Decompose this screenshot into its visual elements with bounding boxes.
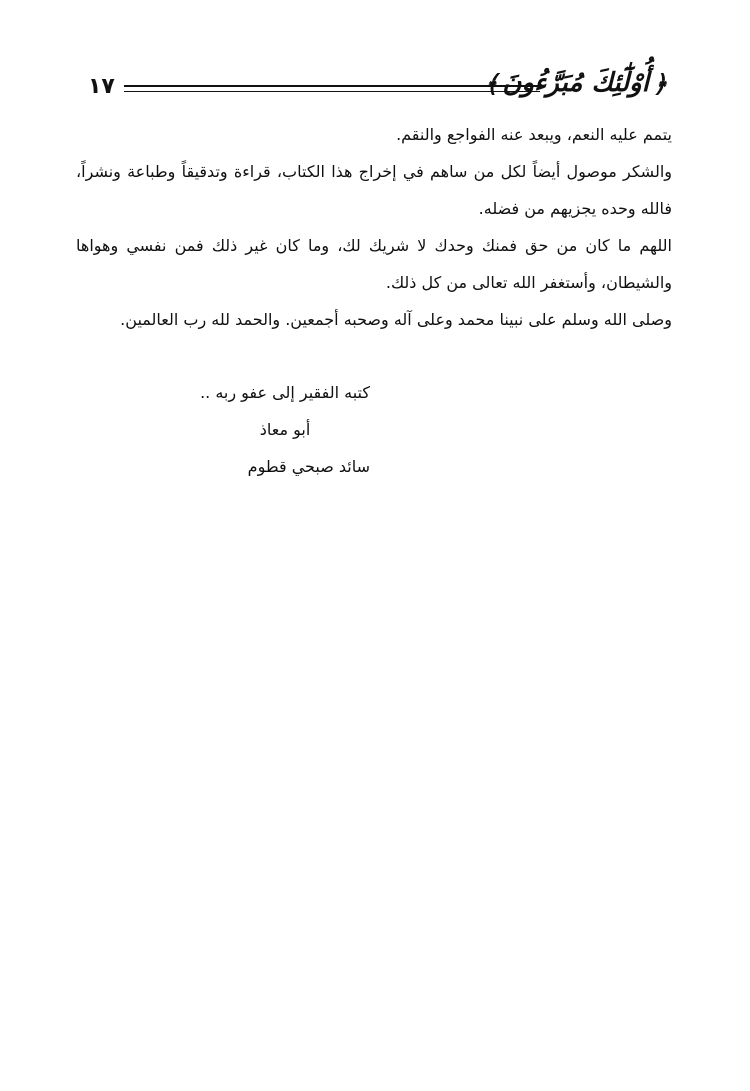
page-header bbox=[80, 66, 675, 112]
signature-dedication: كتبه الفقير إلى عفو ربه .. bbox=[200, 383, 370, 402]
paragraph: وصلى الله وسلم على نبينا محمد وعلى آله وصحبه أجمعين. والحمد لله رب العالمين. bbox=[120, 310, 672, 329]
signature-author-name: سائد صبحي قطوم bbox=[247, 457, 370, 476]
signature-block bbox=[190, 374, 370, 485]
header-rule bbox=[124, 85, 540, 87]
page-number: ١٧ bbox=[88, 74, 115, 99]
paragraph: يتمم عليه النعم، ويبعد عنه الفواجع والنقم. bbox=[396, 125, 672, 144]
header-rule-thin bbox=[124, 91, 540, 92]
running-title bbox=[480, 68, 671, 98]
paragraph: والشكر موصول أيضاً لكل من ساهم في إخراج هذا الكتاب، قراءة وتدقيقاً وطباعة ونشراً، فالله وحده يجزيهم من فضله. bbox=[76, 162, 672, 218]
signature-kunya: أبو معاذ bbox=[259, 420, 311, 439]
ornate-bracket-close: ﴾ bbox=[484, 68, 499, 98]
body-text bbox=[76, 116, 672, 338]
running-title-text: أُوْلَٰٓئِكَ مُبَرَّءُونَ bbox=[502, 68, 649, 98]
ornate-bracket-open: ﴿ bbox=[652, 68, 667, 98]
paragraph: اللهم ما كان من حق فمنك وحدك لا شريك لك، وما كان غير ذلك فمن نفسي وهواها والشيطان، وأستغفر الله تعالى من كل ذلك. bbox=[76, 236, 672, 292]
